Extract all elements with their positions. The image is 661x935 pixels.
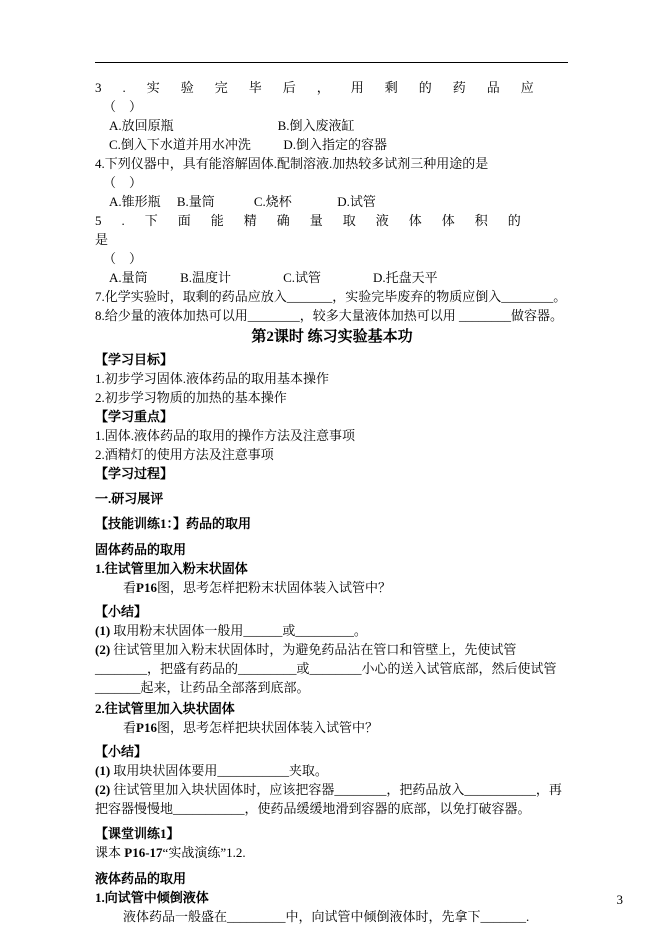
liquid-medicine-heading xyxy=(95,869,569,888)
summary-powder-item-2 xyxy=(95,640,569,697)
text-run xyxy=(215,194,254,209)
text-run: 7.化学实验时，取剩的药品应放入_______，实验完毕废弃的物质应倒入________。 xyxy=(95,289,567,304)
question-7 xyxy=(95,287,569,306)
text-run: 看 xyxy=(123,580,137,595)
text-run: 1.往试管里加入粉末状固体 xyxy=(95,561,248,576)
text-run: 往试管里加入块状固体时，应该把容器________，把药品放入___________，再把容器慢慢地___________，使药品缓缓地滑到容器的底部，以免打破容器。 xyxy=(95,782,562,816)
text-run: 液体药品的取用 xyxy=(95,871,187,886)
text-run: A.锥形瓶 xyxy=(109,194,161,209)
text-run: 【课堂训练1】 xyxy=(95,826,180,841)
text-run: 8.给少量的液体加热可以用________，较多大量液体加热可以用 ________做容器。 xyxy=(95,308,564,323)
text-run: 【学习过程】 xyxy=(95,466,174,481)
focus-2 xyxy=(95,445,569,464)
question-4-options xyxy=(95,192,569,211)
text-run: (1) xyxy=(95,763,114,778)
text-run: （ ） xyxy=(103,175,143,190)
text-run: 液体药品一般盛在_________中，向试管中倾倒液体时，先拿下_______. xyxy=(123,909,530,924)
text-run: 一.研习展评 xyxy=(95,491,164,506)
text-run: P16-17 xyxy=(124,845,163,860)
section-learning-focus xyxy=(95,407,569,426)
text-run: 【学习目标】 xyxy=(95,352,174,367)
text-run: 2.酒精灯的使用方法及注意事项 xyxy=(95,447,274,462)
question-5-bracket xyxy=(95,249,569,268)
text-run: （ ） xyxy=(103,99,143,114)
summary-block-item-2 xyxy=(95,780,569,818)
class-training-1-ref xyxy=(95,843,569,862)
powder-solid-heading xyxy=(95,559,569,578)
focus-1 xyxy=(95,426,569,445)
text-run: (2) xyxy=(95,642,114,657)
text-run: 【学习重点】 xyxy=(95,409,174,424)
question-5-options xyxy=(95,268,569,287)
text-run: 2.往试管里加入块状固体 xyxy=(95,701,235,716)
summary-powder-item-1 xyxy=(95,621,569,640)
question-3-stem xyxy=(95,78,569,97)
class-training-1-heading xyxy=(95,824,569,843)
text-run: B.量筒 xyxy=(176,194,215,209)
question-8 xyxy=(95,306,569,325)
text-run xyxy=(321,270,373,285)
text-run: 4.下列仪器中，具有能溶解固体.配制溶液.加热较多试剂三种用途的是 xyxy=(95,156,489,171)
text-run: P16 xyxy=(136,720,157,735)
text-run: P16 xyxy=(136,580,157,595)
text-run xyxy=(174,118,278,133)
text-run: (2) xyxy=(95,782,114,797)
text-run: C.倒入下水道并用水冲洗 xyxy=(109,137,251,152)
text-run: 2.初步学习物质的加热的基本操作 xyxy=(95,390,287,405)
text-run: 5.下面能精确量取液体体积的是 xyxy=(95,213,541,247)
page-number: 3 xyxy=(616,892,623,907)
question-4-stem xyxy=(95,154,569,173)
text-run: 第2课时 练习实验基本功 xyxy=(251,329,413,345)
section-learning-goals xyxy=(95,350,569,369)
text-run xyxy=(231,270,283,285)
summary-heading-powder xyxy=(95,602,569,621)
text-run: 课本 xyxy=(95,845,125,860)
goal-1 xyxy=(95,369,569,388)
powder-solid-question xyxy=(95,578,569,597)
text-run: 看 xyxy=(123,720,137,735)
text-run xyxy=(251,137,284,152)
text-run: C.试管 xyxy=(283,270,321,285)
question-3-options-cd xyxy=(95,135,569,154)
pour-liquid-heading xyxy=(95,888,569,907)
lesson-title xyxy=(95,328,569,347)
subsection-yanxi-zhanping xyxy=(95,489,569,508)
solid-medicine-heading xyxy=(95,540,569,559)
question-5-stem xyxy=(95,211,569,249)
text-run: A.量筒 xyxy=(109,270,148,285)
text-run: 取用粉末状固体一般用______或_________。 xyxy=(113,623,367,638)
text-run: B.温度计 xyxy=(180,270,232,285)
text-run: “实战演练”1.2. xyxy=(162,845,246,860)
text-run: A.放回原瓶 xyxy=(109,118,174,133)
text-run: 【技能训练1：】药品的取用 xyxy=(95,516,252,531)
summary-block-item-1 xyxy=(95,761,569,780)
text-run: D.倒入指定的容器 xyxy=(283,137,388,152)
text-run: (1) xyxy=(95,623,114,638)
text-run: 【小结】 xyxy=(95,744,148,759)
text-run: C.烧杯 xyxy=(253,194,292,209)
text-run: 1.固体.液体药品的取用的操作方法及注意事项 xyxy=(95,428,356,443)
summary-heading-block xyxy=(95,742,569,761)
document-body xyxy=(95,78,569,926)
text-run xyxy=(292,194,338,209)
text-run: 1.向试管中倾倒液体 xyxy=(95,890,209,905)
text-run: 往试管里加入粉末状固体时，为避免药品沾在管口和管壁上，先使试管________，把盛有药品的_________或________小心的送入试管底部，然后使试管_______起来，让药品全部落到底部。 xyxy=(95,642,557,695)
text-run: 【小结】 xyxy=(95,604,148,619)
goal-2 xyxy=(95,388,569,407)
text-run: 3.实验完毕后，用剩的药品应 xyxy=(95,80,555,95)
section-learning-process xyxy=(95,464,569,483)
text-run: 图，思考怎样把粉末状固体装入试管中？ xyxy=(156,580,391,595)
skill-training-1-heading xyxy=(95,514,569,533)
text-run: （ ） xyxy=(103,251,143,266)
question-3-options-ab xyxy=(95,116,569,135)
text-run: 图，思考怎样把块状固体装入试管中？ xyxy=(156,720,378,735)
question-4-bracket xyxy=(95,173,569,192)
text-run: 取用块状固体要用___________夹取。 xyxy=(113,763,328,778)
block-solid-heading xyxy=(95,699,569,718)
text-run xyxy=(148,270,181,285)
text-run xyxy=(161,194,177,209)
text-run: B.倒入废液缸 xyxy=(277,118,355,133)
text-run: D.托盘天平 xyxy=(372,270,438,285)
text-run: D.试管 xyxy=(337,194,376,209)
block-solid-question xyxy=(95,718,569,737)
text-run: 固体药品的取用 xyxy=(95,542,187,557)
text-run: 1.初步学习固体.液体药品的取用基本操作 xyxy=(95,371,330,386)
pour-liquid-text xyxy=(95,907,569,926)
question-3-bracket xyxy=(95,97,569,116)
header-rule xyxy=(95,62,568,63)
